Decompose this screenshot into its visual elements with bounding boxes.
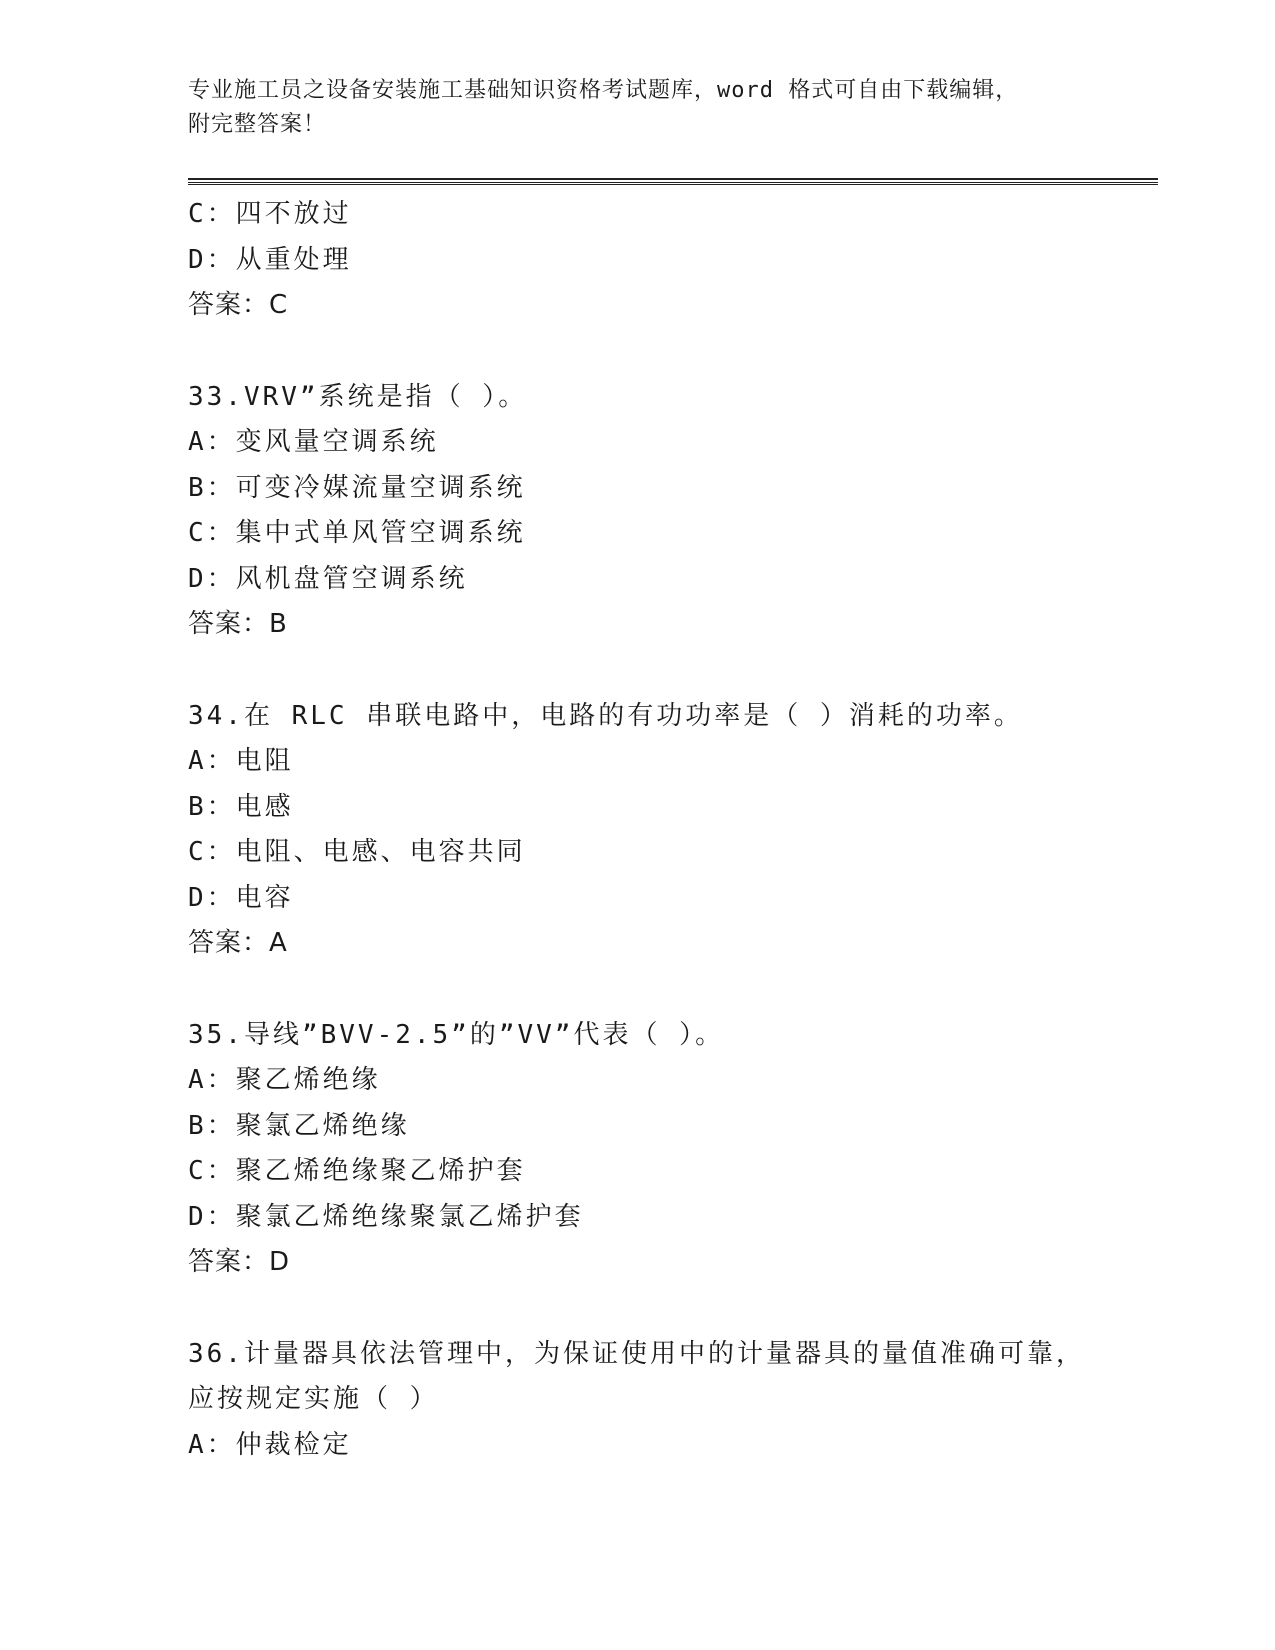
option-a: A：聚乙烯绝缘 — [188, 1065, 381, 1095]
answer-line: 答案：B — [188, 609, 288, 639]
document-body — [188, 192, 1148, 1468]
question-stem: 35.导线”BVV-2.5”的”VV”代表（ ）。 — [188, 1019, 725, 1050]
option-c: C：四不放过 — [188, 199, 352, 229]
option-b: B：可变冷媒流量空调系统 — [188, 472, 526, 503]
question-continuation — [188, 192, 1148, 329]
option-a: A：仲裁检定 — [188, 1429, 352, 1460]
answer-line: 答案：C — [188, 290, 289, 320]
question-34 — [188, 694, 1148, 967]
question-stem-line-1: 36.计量器具依法管理中，为保证使用中的计量器具的量值准确可靠， — [188, 1338, 1085, 1369]
question-stem: 34.在 RLC 串联电路中，电路的有功功率是（ ）消耗的功率。 — [188, 700, 1023, 731]
option-d: D：聚氯乙烯绝缘聚氯乙烯护套 — [188, 1201, 584, 1232]
document-header — [188, 74, 1088, 142]
option-c: C：集中式单风管空调系统 — [188, 518, 526, 548]
question-35 — [188, 1013, 1148, 1286]
question-36 — [188, 1332, 1148, 1469]
question-33 — [188, 375, 1148, 648]
answer-line: 答案：D — [188, 1247, 291, 1277]
header-title-line-2: 附完整答案！ — [188, 112, 327, 137]
option-d: D：从重处理 — [188, 244, 352, 275]
option-d: D：电容 — [188, 882, 294, 913]
question-stem: 33.VRV”系统是指（ ）。 — [188, 381, 528, 412]
header-divider — [188, 178, 1158, 183]
answer-line: 答案：A — [188, 928, 288, 958]
option-a: A：变风量空调系统 — [188, 427, 439, 457]
question-stem-line-2: 应按规定实施（ ） — [188, 1384, 439, 1414]
option-c: C：电阻、电感、电容共同 — [188, 837, 526, 867]
option-a: A：电阻 — [188, 746, 294, 776]
option-b: B：聚氯乙烯绝缘 — [188, 1110, 410, 1141]
option-d: D：风机盘管空调系统 — [188, 563, 468, 594]
header-title-line-1: 专业施工员之设备安装施工基础知识资格考试题库，word 格式可自由下载编辑， — [188, 78, 1019, 103]
option-b: B：电感 — [188, 791, 294, 822]
option-c: C：聚乙烯绝缘聚乙烯护套 — [188, 1156, 526, 1186]
